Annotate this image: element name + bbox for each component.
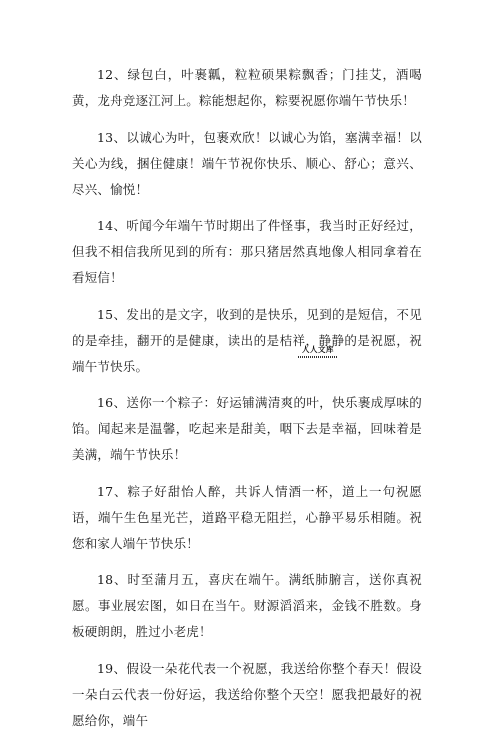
paragraph-16: 16、送你一个粽子：好运铺满清爽的叶，快乐裹成厚味的馅。闻起来是温馨，吃起来是甜美，咽下去是幸福，回味着是美满，端午节快乐！ (72, 395, 422, 462)
watermark-logo (298, 345, 338, 358)
paragraph-14: 14、听闻今年端午节时期出了件怪事，我当时正好经过，但我不相信我所见到的所有：那只猪居然真地像人相同拿着在看短信！ (72, 218, 422, 285)
paragraph-19: 19、假设一朵花代表一个祝愿，我送给你整个春天！假设一朵白云代表一份好运，我送给你整个天空！愿我把最好的祝愿给你，端午 (72, 660, 422, 728)
paragraph-13: 13、以诚心为叶，包裹欢欣！以诚心为馅，塞满幸福！以关心为线，捆住健康！端午节祝你快乐、顺心、舒心；意兴、尽兴、愉悦！ (72, 129, 422, 197)
paragraph-12: 12、绿包白，叶裹瓤，粒粒硕果粽飘香；门挂艾，酒喝黄，龙舟竞逐江河上。粽能想起你，粽要祝愿你端午节快乐！ (72, 67, 422, 108)
paragraph-17: 17、粽子好甜怡人醉，共诉人情酒一杯，道上一句祝愿语，端午生色星光芒，道路平稳无阻拦，心静平易乐相随。祝您和家人端午节快乐！ (72, 483, 422, 551)
watermark-name: 人人文库 (302, 345, 334, 354)
document-body (72, 62, 422, 744)
watermark-underline (298, 356, 338, 358)
paragraph-15: 15、发出的是文字，收到的是快乐，见到的是短信，不见的是牵挂，翻开的是健康，读出的是桔祥，静静的是祝愿，祝端午节快乐。 (72, 306, 422, 374)
paragraph-18: 18、时至蒲月五，喜庆在端午。满纸肺腑言，送你真祝愿。事业展宏图，如日在当午。财源滔滔来，金钱不胜数。身板硬朗朗，胜过小老虎！ (72, 572, 422, 639)
